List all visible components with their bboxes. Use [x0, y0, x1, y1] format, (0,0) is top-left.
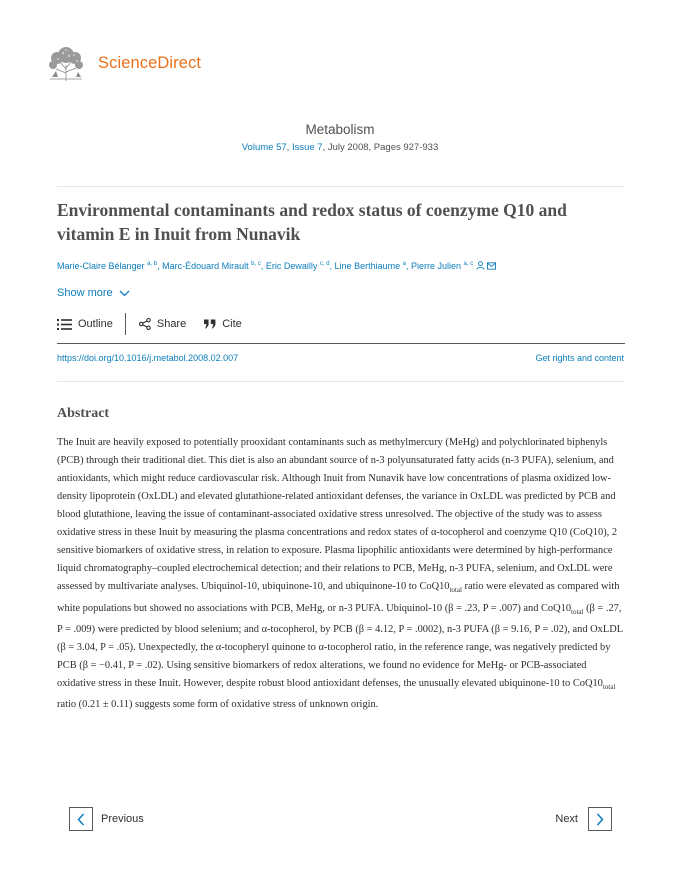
previous-article-button[interactable] — [69, 806, 144, 832]
abstract-part: (β = .27, P = .009) were predicted by blood selenium; and α-tocopherol, by PCB (β = 4.12, P = .0002), n-3 PUFA (β = 9.16, P = .02), and OxLDL (β = 3.04, P = .05). Unexpectedly, the α-tocopheryl quinone to α-tocopherol ratio, in the reference range, was negatively predicted by PCB (β = −0.41, P = .02). Using sensitive biomarkers of redox alterations, we found no evidence for MeHg- or PCB-associated oxidative stress in these Inuit. However, despite robust blood antioxidant defenses, the unusually elevated ubiquinone-10 to CoQ10 — [57, 602, 623, 689]
email-icon[interactable] — [487, 262, 496, 272]
divider — [57, 186, 625, 187]
abstract-part: The Inuit are heavily exposed to potentially prooxidant contaminants such as methylmercury (MeHg) and polychlorinated biphenyls (PCB) through their traditional diet. This diet is also an abundant source of n-3 polyunsaturated fatty acids (n-3 PUFA), selenium, and antioxidants, which might reduce cardiovascular risk. Although Inuit from Nunavik have low concentrations of plasma oxidized low-density lipoprotein (OxLDL) and elevated glutathione-related antioxidant defenses, the variance in OxLDL was predicted by PCB and blood glutathione, leaving the issue of contaminant-associated oxidative stress unresolved. The objective of the study was to assess oxidative stress in these Inuit by measuring the plasma concentrations and redox states of α-tocopherol and coenzyme Q10 (CoQ10), 2 sensitive biomarkers of oxidative stress, in relation to exposure. Plasma lipophilic antioxidants were determined by high-performance liquid chromatography–coupled electrochemical detection; and their relations to PCB, MeHg, n-3 PUFA, selenium, and OxLDL were assessed by multivariate analyses. Ubiquinol-10, ubiquinone-10, and ubiquinone-10 to CoQ10 — [57, 437, 618, 593]
journal-info — [0, 122, 680, 153]
cite-label: Cite — [222, 318, 242, 330]
author-affiliation[interactable]: c, d — [319, 261, 330, 267]
cite-button[interactable] — [204, 318, 242, 330]
subscript: total — [602, 682, 616, 691]
author-separator: , — [157, 261, 163, 271]
author-affiliation[interactable]: a — [402, 261, 406, 267]
person-icon[interactable] — [476, 261, 485, 272]
doi-link[interactable]: https://doi.org/10.1016/j.metabol.2008.02.007 — [57, 353, 239, 363]
share-icon — [139, 318, 151, 330]
abstract-heading: Abstract — [57, 406, 110, 421]
brand-name[interactable]: ScienceDirect — [98, 53, 202, 72]
rights-link[interactable]: Get rights and content — [535, 353, 624, 363]
author-list — [57, 261, 637, 272]
author-link[interactable]: Line Berthiaume — [334, 261, 401, 271]
subscript: total — [571, 607, 584, 616]
next-article-button[interactable] — [555, 806, 612, 832]
volume-line — [0, 142, 680, 153]
journal-name[interactable]: Metabolism — [305, 122, 375, 137]
author-affiliation[interactable]: b, c — [251, 261, 261, 267]
elsevier-tree-icon[interactable] — [44, 43, 88, 83]
chevron-left-icon — [69, 807, 93, 831]
next-label: Next — [555, 813, 578, 825]
subscript: total — [449, 586, 462, 595]
comma-separator: , — [286, 142, 292, 153]
outline-button[interactable] — [57, 318, 113, 331]
abstract-part: ratio were elevated as compared with white populations but showed no associations with PCB, MeHg, or n-3 PUFA. Ubiquinol-10 (β = .23, P = .007) and CoQ10 — [57, 581, 620, 614]
article-title: Environmental contaminants and redox status of coenzyme Q10 and vitamin E in Inuit from Nunavik — [57, 200, 567, 244]
action-separator — [125, 313, 126, 335]
author-link[interactable]: Pierre Julien — [410, 261, 461, 271]
author-separator: , — [405, 261, 411, 271]
abstract-part: ratio (0.21 ± 0.11) suggests some form of oxidative stress of unknown origin. — [57, 698, 379, 710]
abstract-text — [57, 434, 627, 714]
author-link[interactable]: Marie-Claire Bélanger — [57, 261, 145, 271]
date-pages: , July 2008, Pages 927-933 — [322, 142, 439, 153]
show-more-button[interactable] — [57, 287, 130, 299]
previous-label: Previous — [101, 813, 144, 825]
chevron-down-icon — [119, 290, 130, 297]
chevron-right-icon — [588, 807, 612, 831]
list-icon — [57, 318, 72, 331]
volume-link[interactable]: Volume 57 — [241, 142, 287, 153]
author-affiliation[interactable]: a, b — [147, 261, 158, 267]
share-label: Share — [156, 318, 187, 330]
author-link[interactable]: Eric Dewailly — [265, 261, 318, 271]
share-button[interactable] — [139, 318, 186, 330]
author-link[interactable]: Marc-Édouard Mirault — [162, 261, 249, 271]
issue-link[interactable]: Issue 7 — [291, 142, 323, 153]
author-separator: , — [329, 261, 335, 271]
site-header — [44, 42, 201, 84]
divider — [57, 381, 625, 382]
show-more-label: Show more — [57, 287, 113, 299]
author-affiliation[interactable]: a, c — [463, 261, 474, 267]
author-separator: , — [260, 261, 266, 271]
divider — [57, 343, 625, 344]
quote-icon — [204, 319, 216, 329]
outline-label: Outline — [78, 318, 113, 330]
article-actions — [57, 314, 242, 334]
